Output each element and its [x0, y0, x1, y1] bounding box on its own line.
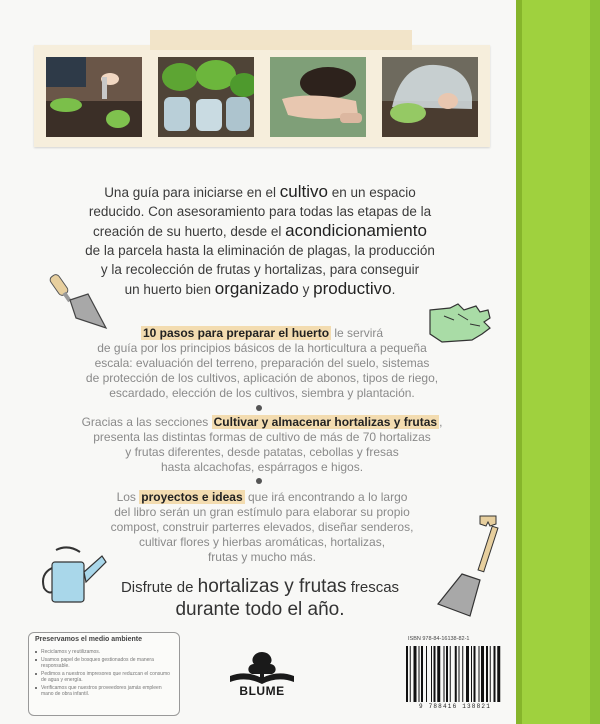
section2-line-4: hasta alcachofas, espárragos e higos. — [160, 460, 364, 474]
section-10-pasos — [62, 326, 462, 401]
photo-planting-seedling — [46, 57, 142, 137]
intro-line-2: reducido. Con asesoramiento para todas las etapas de la — [88, 204, 432, 219]
intro-line-6b: y — [298, 282, 314, 297]
section3-line-4: cultivar flores y hierbas aromáticas, hortalizas, — [138, 535, 386, 549]
emphasis-acondicionamiento: acondicionamiento — [285, 221, 427, 240]
intro-text — [60, 182, 460, 299]
barcode-number: 9 788416 138821 — [418, 703, 491, 710]
eco-list — [35, 649, 173, 699]
barcode-area — [398, 636, 510, 714]
intro-line-6c: . — [391, 282, 396, 297]
section1-line-4: de protección de los cultivos, aplicación de abonos, tipos de riego, — [85, 371, 439, 385]
section1-line-1: le servirá — [331, 326, 384, 340]
intro-line-1b: en un espacio — [327, 185, 416, 200]
eco-item: Verificamos que nuestros proveedores jamás empleen mano de obra infantil. — [35, 685, 173, 698]
section2-line-3: y frutas diferentes, desde patatas, cebollas y fresas — [125, 445, 399, 459]
section2-line-2: presenta las distintas formas de cultivo de más de 70 hortalizas — [93, 430, 431, 444]
publisher-logo — [224, 646, 300, 700]
emphasis-organizado: organizado — [214, 279, 299, 298]
spine-edge — [516, 0, 522, 724]
highlight-proyectos: proyectos e ideas — [141, 490, 243, 504]
intro-line-4: de la parcela hasta la eliminación de plagas, la producción — [85, 243, 435, 258]
section3-line-5: frutas y mucho más. — [207, 550, 317, 564]
tagline-b: frescas — [346, 579, 400, 596]
isbn-text: ISBN 978-84-16138-82-1 — [408, 636, 470, 642]
eco-item: Pedimos a nuestros impresores que reduzcan el consumo de agua y energía. — [35, 671, 173, 684]
tagline-a: Disfrute de — [120, 579, 198, 596]
spine-shade — [590, 0, 600, 724]
section-bullet — [256, 405, 262, 411]
photo-strip — [34, 45, 490, 147]
publisher-name: BLUME — [239, 684, 285, 698]
section-bullet — [256, 478, 262, 484]
intro-line-6a: un huerto bien — [124, 282, 215, 297]
eco-notice-box — [28, 632, 180, 716]
section1-line-3: escala: evaluación del terreno, preparación del suelo, sistemas — [94, 356, 430, 370]
tape-strip — [150, 30, 412, 50]
tagline — [60, 576, 460, 621]
highlight-cultivar: Cultivar y almacenar hortalizas y frutas — [213, 415, 438, 429]
intro-line-5: y la recolección de frutas y hortalizas, para conseguir — [100, 262, 420, 277]
section-proyectos — [62, 490, 462, 565]
photo-cloche-lettuce — [382, 57, 478, 137]
tagline-emphasis: hortalizas y frutas — [197, 576, 347, 597]
open-book-tree-icon — [224, 646, 300, 684]
intro-line-1a: Una guía para iniciarse en el — [104, 185, 280, 200]
section2-line-1a: Gracias a las secciones — [81, 415, 212, 429]
section3-line-1a: Los — [116, 490, 140, 504]
emphasis-productivo: productivo — [313, 279, 392, 298]
section1-line-5: escardado, elección de los cultivos, siembra y plantación. — [109, 386, 415, 400]
emphasis-cultivo: cultivo — [279, 182, 328, 201]
section1-line-2: de guía por los principios básicos de la horticultura a pequeña — [97, 341, 427, 355]
green-spine — [516, 0, 600, 724]
photo-bottle-planters — [158, 57, 254, 137]
barcode-bars — [406, 646, 506, 702]
highlight-10-pasos: 10 pasos para preparar el huerto — [142, 326, 330, 340]
section3-line-3: compost, construir parterres elevados, diseñar senderos, — [110, 520, 414, 534]
section-cultivar — [62, 415, 462, 475]
eco-item: Reciclamos y reutilizamos. — [35, 649, 173, 656]
photo-hands-soil — [270, 57, 366, 137]
section3-line-1b: que irá encontrando a lo largo — [244, 490, 408, 504]
eco-item: Usamos papel de bosques gestionados de manera responsable. — [35, 657, 173, 670]
tagline-line-2: durante todo el año. — [175, 599, 345, 620]
section2-line-1b: , — [439, 415, 443, 429]
eco-title: Preservamos el medio ambiente — [35, 636, 142, 643]
section3-line-2: del libro serán un gran estímulo para elaborar su propio — [114, 505, 410, 519]
intro-line-3: creación de su huerto, desde el — [93, 224, 286, 239]
